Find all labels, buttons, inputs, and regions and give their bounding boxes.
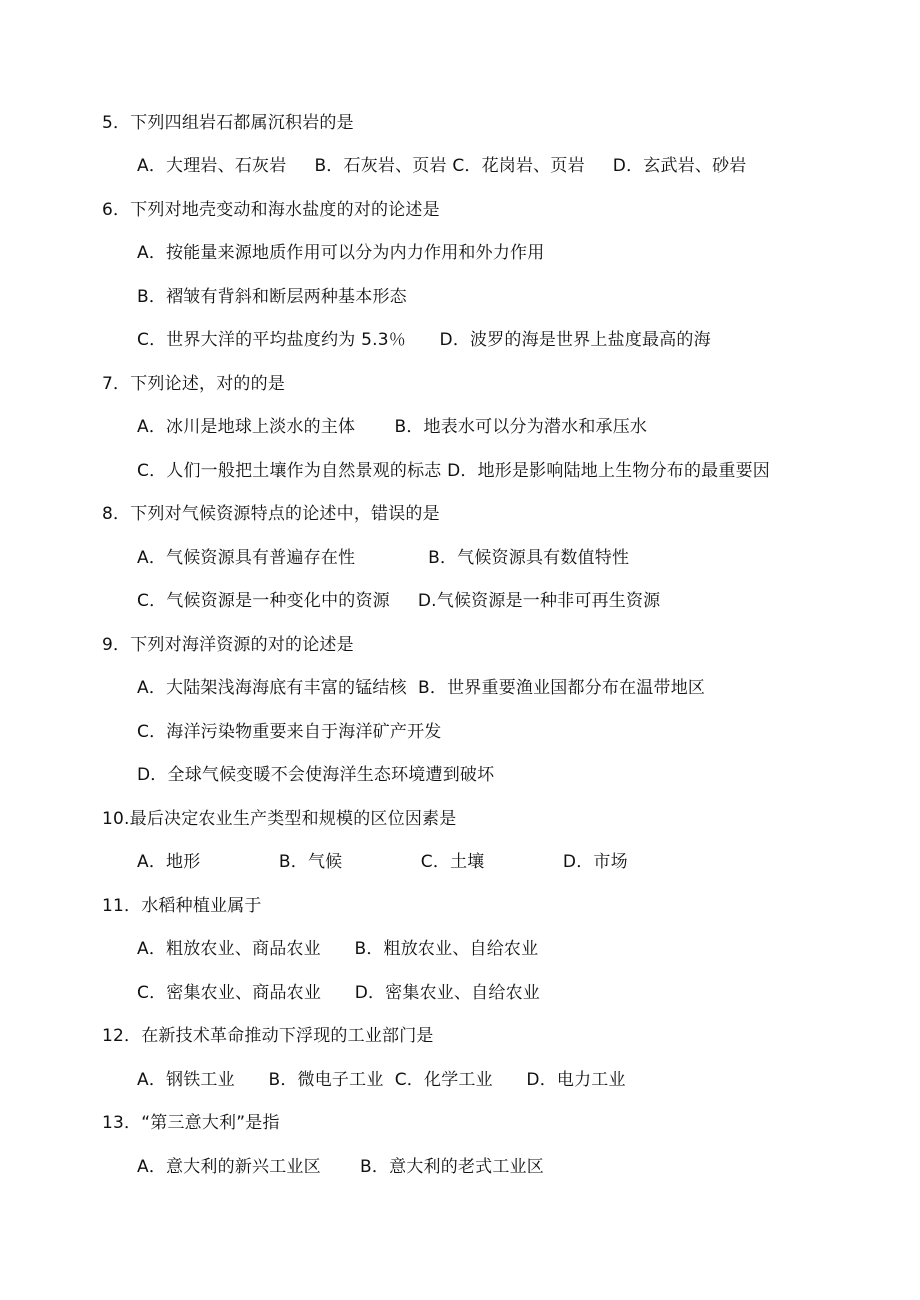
- question-12-stem: 12．在新技术革命推动下浮现的工业部门是: [102, 1026, 434, 1046]
- question-13-options-ab: A．意大利的新兴工业区 B．意大利的老式工业区: [137, 1157, 544, 1177]
- question-6-option-b: B．褶皱有背斜和断层两种基本形态: [137, 287, 407, 307]
- question-7-stem: 7．下列论述，对的的是: [102, 374, 286, 394]
- question-7-options-ab: A．冰川是地球上淡水的主体 B．地表水可以分为潜水和承压水: [137, 417, 648, 437]
- question-8-stem: 8．下列对气候资源特点的论述中，错误的是: [102, 504, 440, 524]
- question-12-options: A．钢铁工业 B．微电子工业 C．化学工业 D．电力工业: [137, 1070, 626, 1090]
- question-6-options-cd: C．世界大洋的平均盐度约为 5.3％ D．波罗的海是世界上盐度最高的海: [137, 330, 711, 350]
- question-8-options-ab: A．气候资源具有普遍存在性 B．气候资源具有数值特性: [137, 548, 630, 568]
- question-5-stem: 5．下列四组岩石都属沉积岩的是: [102, 113, 354, 133]
- question-9-option-d: D．全球气候变暖不会使海洋生态环境遭到破坏: [137, 765, 495, 785]
- question-9-stem: 9．下列对海洋资源的对的论述是: [102, 635, 354, 655]
- question-9-option-c: C．海洋污染物重要来自于海洋矿产开发: [137, 722, 442, 742]
- question-9-options-ab: A．大陆架浅海海底有丰富的锰结核 B．世界重要渔业国都分布在温带地区: [137, 678, 706, 698]
- question-7-options-cd: C．人们一般把土壤作为自然景观的标志 D．地形是影响陆地上生物分布的最重要因: [137, 461, 770, 481]
- question-10-stem: 10.最后决定农业生产类型和规模的区位因素是: [102, 809, 457, 829]
- question-11-options-ab: A．粗放农业、商品农业 B．粗放农业、自给农业: [137, 939, 539, 959]
- question-8-options-cd: C．气候资源是一种变化中的资源 D.气候资源是一种非可再生资源: [137, 591, 661, 611]
- question-13-stem: 13．“第三意大利”是指: [102, 1113, 280, 1133]
- question-5-options: A．大理岩、石灰岩 B．石灰岩、页岩 C．花岗岩、页岩 D．玄武岩、砂岩: [137, 156, 747, 176]
- question-11-stem: 11．水稻种植业属于: [102, 896, 262, 916]
- question-6-option-a: A．按能量来源地质作用可以分为内力作用和外力作用: [137, 243, 545, 263]
- question-11-options-cd: C．密集农业、商品农业 D．密集农业、自给农业: [137, 983, 540, 1003]
- question-6-stem: 6．下列对地壳变动和海水盐度的对的论述是: [102, 200, 440, 220]
- question-10-options: A．地形 B．气候 C．土壤 D．市场: [137, 852, 628, 872]
